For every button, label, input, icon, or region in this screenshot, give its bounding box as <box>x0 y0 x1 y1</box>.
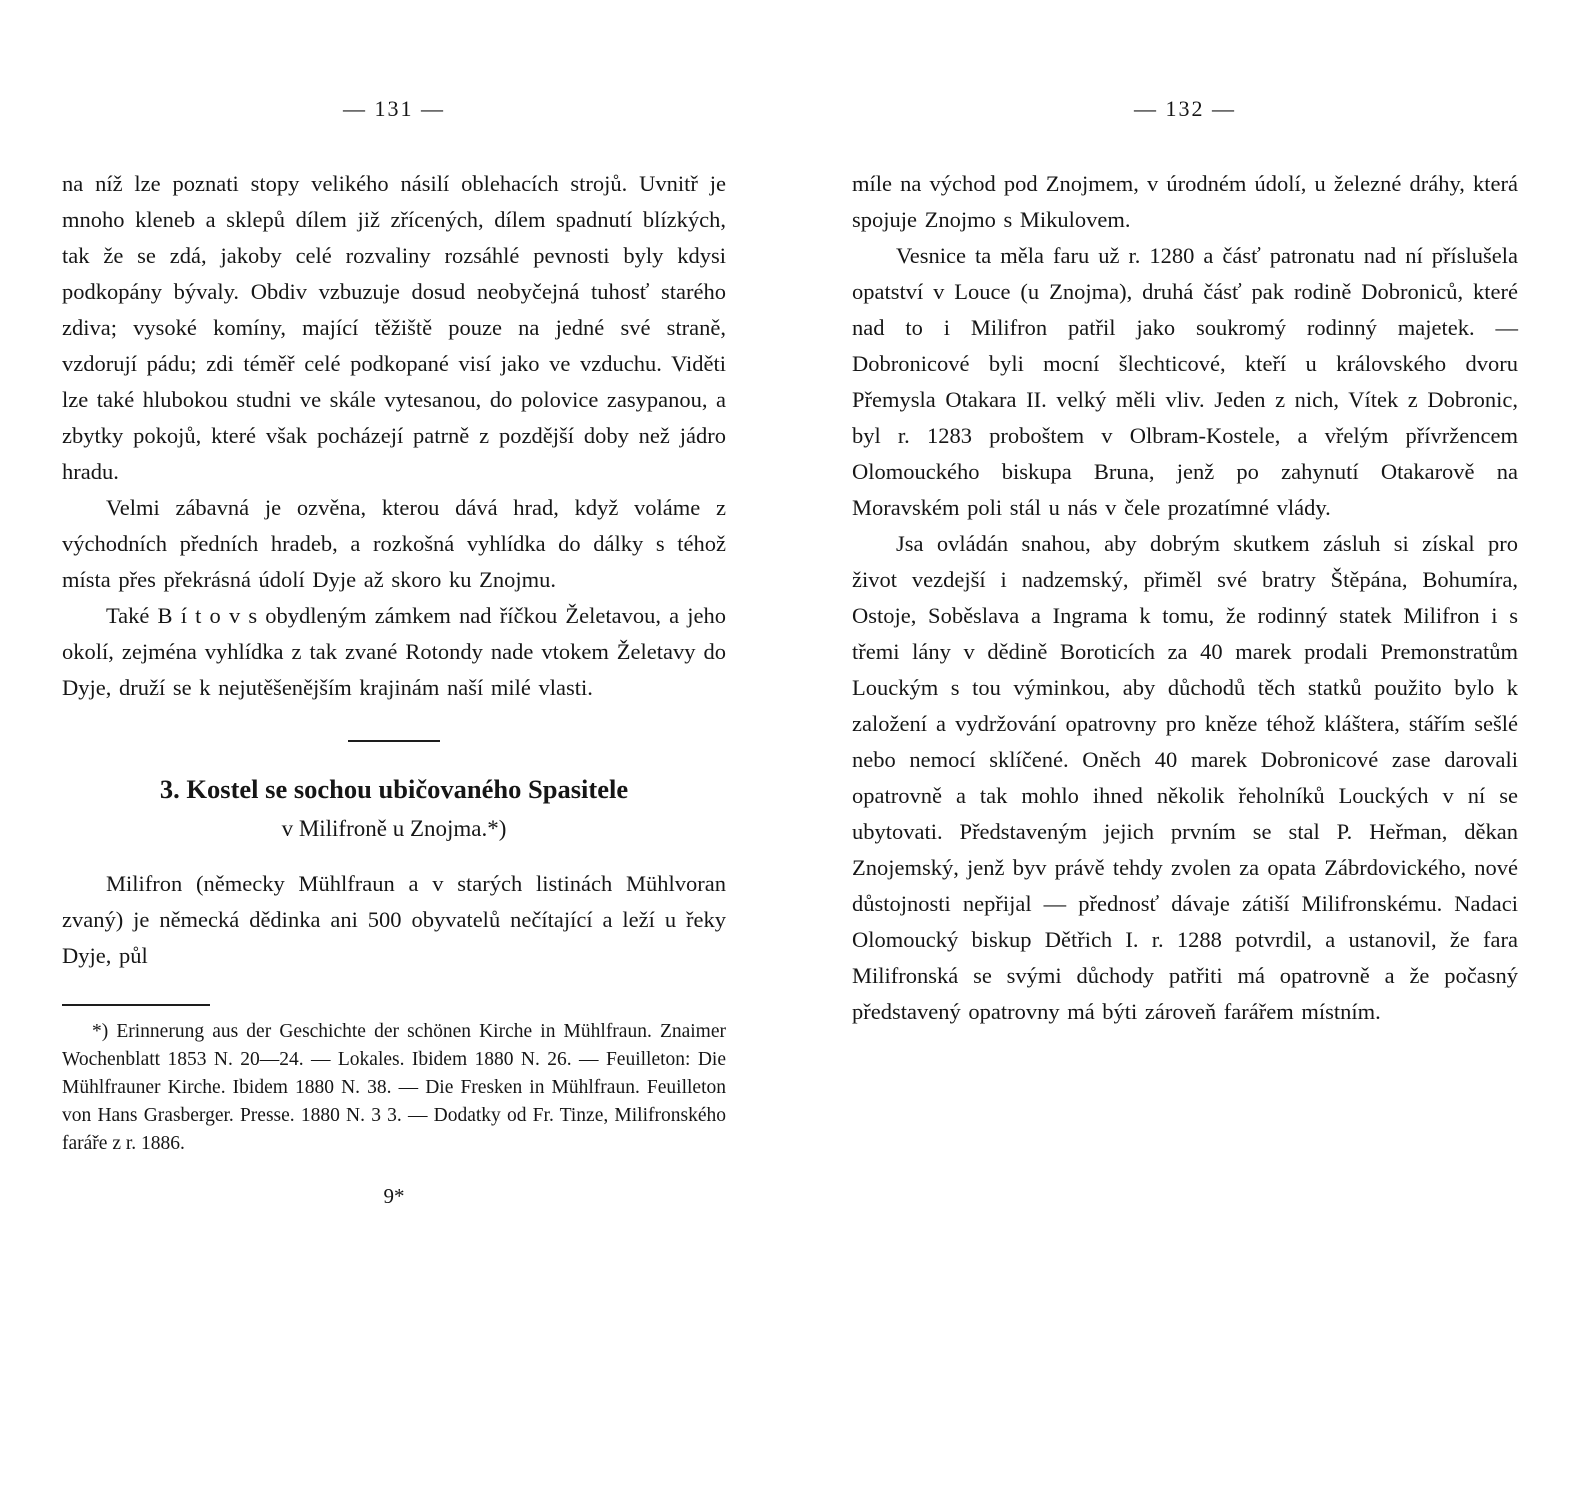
paragraph: Velmi zábavná je ozvěna, kterou dává hrad, když voláme z východních předních hradeb, a rozkošná vyhlídka do dálky s téhož místa přes překrásná údolí Dyje až skoro ku Znojmu. <box>62 495 726 592</box>
section-heading: 3. Kostel se sochou ubičovaného Spasitele <box>159 774 629 804</box>
paragraph: Také B í t o v s obydleným zámkem nad říčkou Želetavou, a jeho okolí, zejména vyhlídka z tak zvané Rotondy nade vtokem Želetavy do Dyje, druží se k nejutěšenějším krajinám naší milé vlasti. <box>62 603 726 700</box>
paragraph: Jsa ovládán snahou, aby dobrým skutkem zásluh si získal pro život vezdejší i nadzemský, přiměl své bratry Štěpána, Bohumíra, Ostoje, Soběslava a Ingrama k tomu, že rodinný statek Milifron i s třemi lány v dědině Boroticích za 40 marek prodali Premonstratům Louckým s tou výminkou, aby důchodů těch statků použito bylo k založení a vydržování opatrovny pro kněze téhož kláštera, stářím sešlé nebo nemocí sklíčené. Oněch 40 marek Dobronicové zase darovali opatrovně a tak mohlo ihned několik řeholníků Louckých v ní se ubytovati. Představeným jejich prvním se stal P. Heřman, děkan Znojemský, jenž byv právě tehdy zvolen za opata Zábrdovického, nové důstojnosti nepřijal — přednosť dávaje zátiší Milifronskému. Nadaci Olomoucký biskup Dětřich I. r. 1288 potvrdil, a ustanovil, že fara Milifronská se svými důchody patřiti má opatrovně a že počasný představený opatrovny má býti zároveň farářem místním. <box>852 531 1518 1024</box>
paragraph-continued: míle na východ pod Znojmem, v úrodném údolí, u železné dráhy, která spojuje Znojmo s Mikulovem. <box>852 171 1518 232</box>
section-divider <box>348 740 440 742</box>
footnote-rule <box>62 1004 210 1006</box>
right-page <box>852 0 1518 1030</box>
left-page <box>62 0 726 1209</box>
page-number-left: — 131 — <box>343 96 445 121</box>
signature-mark: 9* <box>383 1184 405 1208</box>
paragraph-continued: na níž lze poznati stopy velikého násilí oblehacích strojů. Uvnitř je mnoho kleneb a sklepů dílem již zřícených, dílem spadnutí blízkých, tak že se zdá, jakoby celé rozvaliny rozsáhlé pevnosti byly kdysi podkopány bývaly. Obdiv vzbuzuje dosud neobyčejná tuhosť starého zdiva; vysoké komíny, mající těžiště pouze na jedné své straně, vzdorují pádu; zdi téměř celé podkopané visí jako ve vzduchu. Viděti lze také hlubokou studni ve skále vytesanou, do polovice zasypanou, a zbytky pokojů, které však pocházejí patrně z pozdější doby než jádro hradu. <box>62 171 726 484</box>
footnote: *) Erinnerung aus der Geschichte der schönen Kirche in Mühlfraun. Znaimer Wochenblatt 1853 N. 20—24. — Lokales. Ibidem 1880 N. 26. — Feuilleton: Die Mühlfrauner Kirche. Ibidem 1880 N. 38. — Die Fresken in Mühlfraun. Feuilleton von Hans Grasberger. Presse. 1880 N. 3 3. — Dodatky od Fr. Tinze, Milifronského faráře z r. 1886. <box>62 1021 726 1154</box>
section-subheading: v Milifroně u Znojma.*) <box>281 816 507 841</box>
paragraph: Milifron (německy Mühlfraun a v starých listinách Mühlvoran zvaný) je německá dědinka ani 500 obyvatelů nečítající a leží u řeky Dyje, půl <box>62 871 726 968</box>
paragraph: Vesnice ta měla faru už r. 1280 a čásť patronatu nad ní příslušela opatství v Louce (u Znojma), druhá čásť pak rodině Dobroniců, které nad to i Milifron patřil jako soukromý rodinný majetek. — Dobronicové byli mocní šlechticové, kteří u královského dvoru Přemysla Otakara II. velký měli vliv. Jeden z nich, Vítek z Dobronic, byl r. 1283 proboštem v Olbram-Kostele, a vřelým přívržencem Olomouckého biskupa Bruna, jenž po zahynutí Otakarově na Moravském poli stál u nás v čele prozatímné vlády. <box>852 243 1518 520</box>
page-number-right: — 132 — <box>1134 96 1236 121</box>
